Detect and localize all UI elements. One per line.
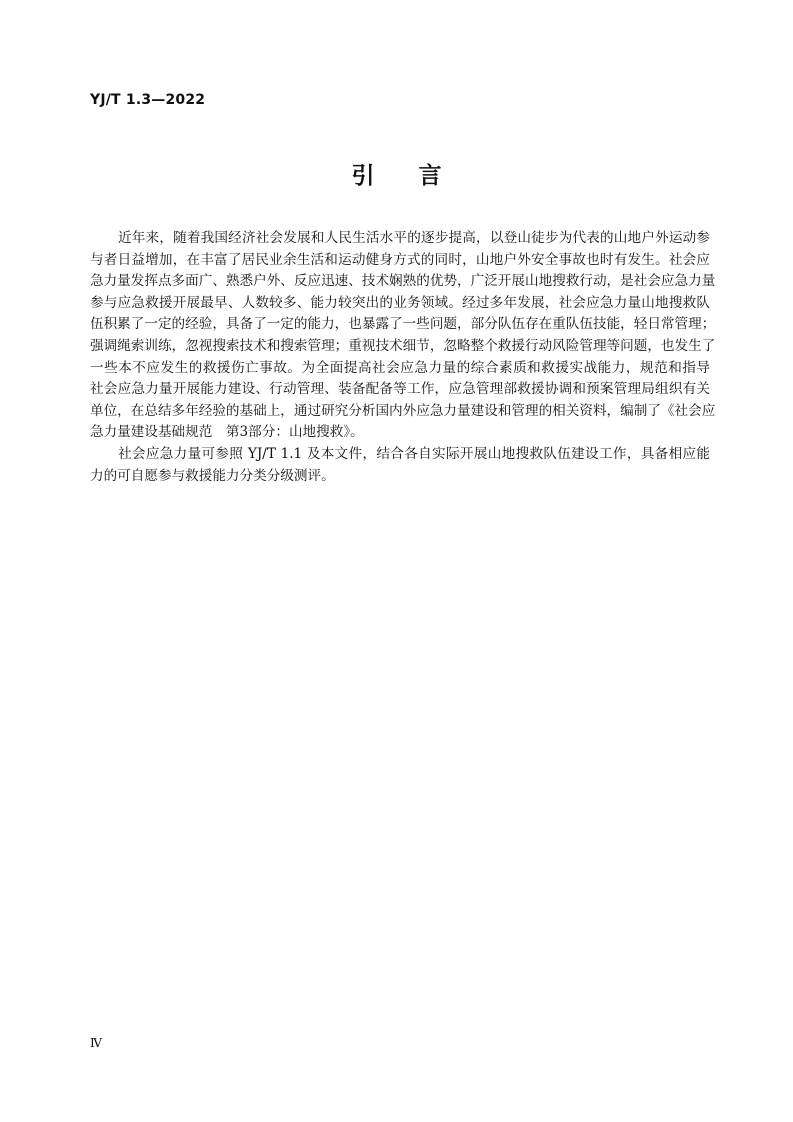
paragraph-line: 近年来，随着我国经济社会发展和人民生活水平的逐步提高，以登山徒步为代表的山地户外运动参 [118, 230, 710, 246]
paragraph-line: 一些本不应发生的救援伤亡事故。为全面提高社会应急力量的综合素质和救援实战能力，规范和指导 [90, 359, 710, 376]
paragraph-line: 急力量建设基础规范 第3部分：山地搜救》。 [90, 424, 364, 441]
paragraph-line: 社会应急力量可参照 YJ/T 1.1 及本文件，结合各自实际开展山地搜救队伍建设工作，具备相应能 [118, 445, 710, 462]
paragraph-1 [90, 228, 716, 444]
paragraph-line: 单位，在总结多年经验的基础上，通过研究分析国内外应急力量建设和管理的相关资料，编制了《社会应 [90, 402, 716, 419]
title-char-1: 引 [351, 163, 375, 189]
paragraph-line: 强调绳索训练，忽视搜索技术和搜索管理；重视技术细节，忽略整个救援行动风险管理等问题，也发生了 [90, 337, 716, 354]
paragraph-line: 社会应急力量开展能力建设、行动管理、装备配备等工作，应急管理部救援协调和预案管理局组织有关 [90, 381, 710, 398]
paragraph-line: 力的可自愿参与救援能力分类分级测评。 [90, 467, 335, 484]
page-title [0, 157, 793, 190]
paragraph-2 [90, 444, 710, 487]
paragraph-line: 与者日益增加，在丰富了居民业余生活和运动健身方式的同时，山地户外安全事故也时有发生。社会应 [90, 251, 710, 268]
paragraph-line: 急力量发挥点多面广、熟悉户外、反应迅速、技术娴熟的优势，广泛开展山地搜救行动，是社会应急力量 [90, 273, 716, 290]
paragraph-line: 参与应急救援开展最早、人数较多、能力较突出的业务领域。经过多年发展，社会应急力量山地搜救队 [90, 294, 710, 311]
introduction-body [90, 228, 716, 487]
paragraph-line: 伍积累了一定的经验，具备了一定的能力，也暴露了一些问题，部分队伍存在重队伍技能，轻日常管理； [90, 316, 716, 333]
page-number: Ⅳ [90, 1036, 102, 1050]
standard-code: YJ/T 1.3—2022 [90, 92, 206, 108]
title-char-2: 言 [418, 163, 442, 189]
